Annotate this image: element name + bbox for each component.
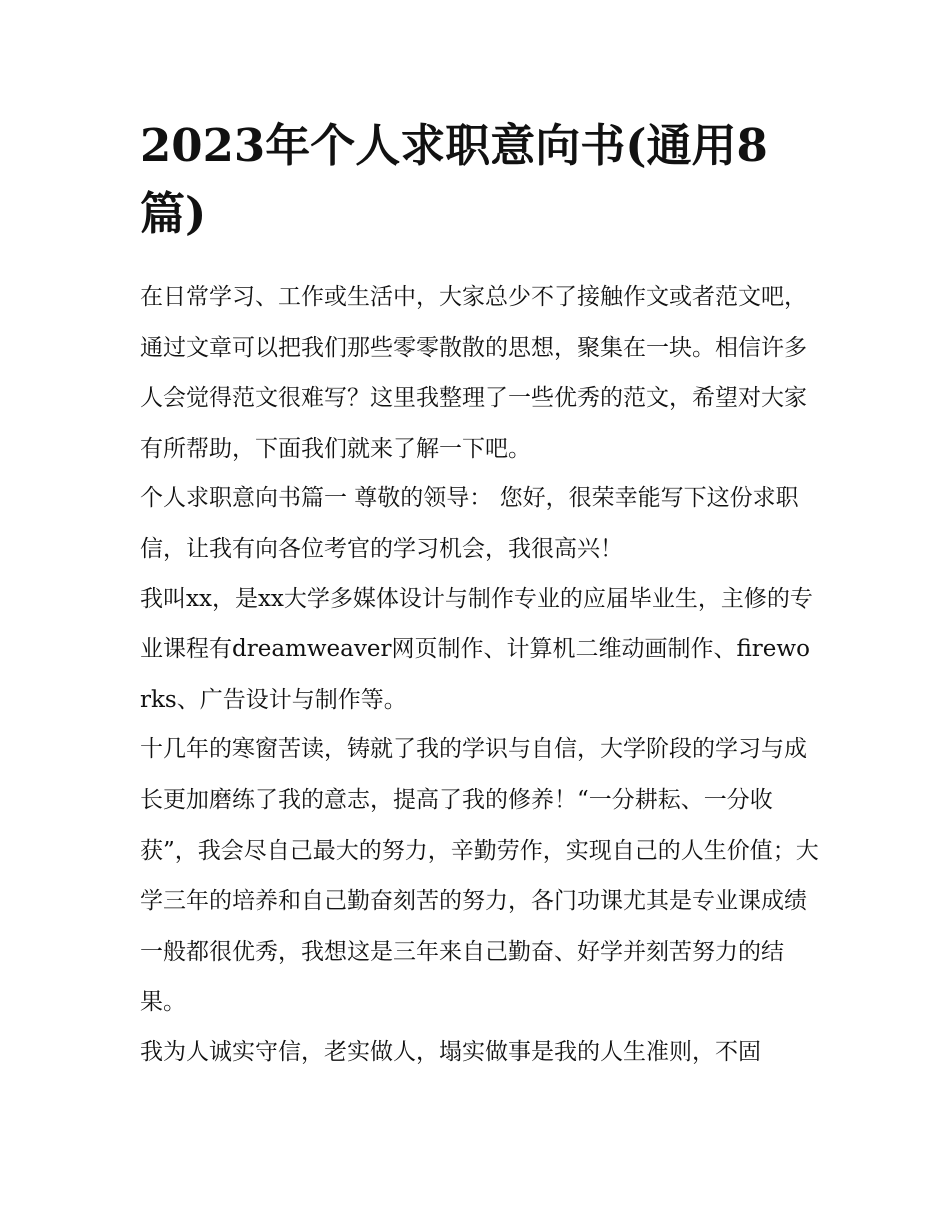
document-title: 2023年个人求职意向书(通用8篇) — [140, 119, 768, 240]
paragraph-introduction: 我叫xx，是xx大学多媒体设计与制作专业的应届毕业生，主修的专业课程有dreamweaver网页制作、计算机二维动画制作、fireworks、广告设计与制作等。 — [140, 585, 813, 713]
paragraph-intro: 在日常学习、工作或生活中，大家总少不了接触作文或者范文吧，通过文章可以把我们那些零零散散的思想，聚集在一块。相信许多人会觉得范文很难写？这里我整理了一些优秀的范文，希望对大家有所帮助，下面我们就来了解一下吧。 — [140, 284, 807, 462]
paragraph-character: 我为人诚实守信，老实做人，塌实做事是我的人生准则，不固 — [140, 1038, 761, 1065]
paragraph-study: 十几年的寒窗苦读，铸就了我的学识与自信，大学阶段的学习与成长更加磨练了我的意志，提高了我的修养！“一分耕耘、一分收获”，我会尽自己最大的努力，辛勤劳作，实现自己的人生价值；大学三年的培养和自己勤奋刻苦的努力，各门功课尤其是专业课成绩一般都很优秀，我想这是三年来自己勤奋、好学并刻苦努力的结果。 — [140, 736, 819, 1016]
document-page — [140, 112, 820, 1077]
paragraph-greeting: 个人求职意向书篇一 尊敬的领导： 您好，很荣幸能写下这份求职信，让我有向各位考官的学习机会，我很高兴！ — [140, 485, 799, 562]
